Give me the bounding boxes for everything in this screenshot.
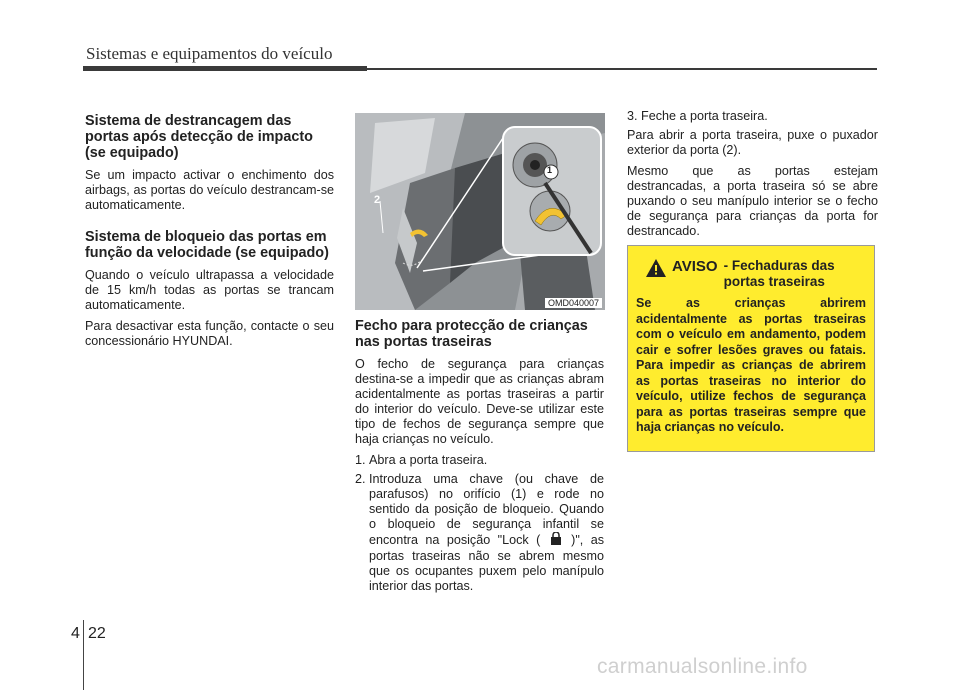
section-title-impact-unlock: Sistema de destrancagem das portas após detecção de impacto (se equipado)	[85, 113, 313, 161]
child-lock-figure	[355, 113, 605, 310]
step-1-text: Abra a porta traseira.	[369, 453, 488, 467]
callout-1-label: 1	[547, 165, 553, 175]
warning-body: Se as crianças abrirem acidentalmente as portas traseiras com o veículo em andamento, podem cair e sofrer lesões graves ou fatais. Para impedir as crianças de abrirem as portas traseiras no interior do veículo, utilize fechos de segurança para as portas traseiras sempre que haja crianças no veículo.	[636, 296, 866, 434]
chapter-number: 4	[71, 625, 80, 642]
section-body-speed-lock-2: Para desactivar esta função, contacte o seu concessionário HYUNDAI.	[85, 319, 334, 348]
page-number: 22	[88, 625, 106, 642]
car-door-illustration	[355, 113, 605, 310]
step-2	[355, 472, 604, 594]
header-rule-thick	[83, 66, 367, 71]
step-2-text	[369, 472, 604, 594]
paragraph-unlocked-note: Mesmo que as portas estejam destrancadas, a porta traseira só se abre puxando o seu manípulo interior se o fecho de segurança para crianças da porta for destrancado.	[627, 164, 878, 238]
warning-box	[627, 245, 875, 452]
page-header-title: Sistemas e equipamentos do veículo	[86, 44, 333, 63]
lock-icon	[550, 532, 562, 549]
step-1	[355, 453, 604, 468]
step-2-text-b: )", as portas traseiras não se abrem mesmo que os ocupantes puxem pelo manípulo interior das portas.	[369, 532, 604, 593]
warning-label: AVISO	[672, 258, 718, 275]
warning-header	[646, 258, 866, 290]
watermark: carmanualsonline.info	[597, 655, 808, 678]
step-1-number: 1.	[355, 453, 366, 467]
section-body-speed-lock-1: Quando o veículo ultrapassa a velocidade de 15 km/h todas as portas se trancam automaticamente.	[85, 268, 334, 312]
section-body-impact-unlock: Se um impacto activar o enchimento dos airbags, as portas do veículo destrancam-se automaticamente.	[85, 168, 334, 212]
footer-rule	[83, 620, 84, 690]
warning-title: - Fechaduras das portas traseiras	[723, 258, 835, 289]
callout-2-label: 2	[374, 194, 381, 206]
section-title-child-lock: Fecho para protecção de crianças nas portas traseiras	[355, 318, 588, 350]
column-right	[627, 109, 878, 245]
figure-code: OMD040007	[545, 298, 602, 308]
step-3-text: 3. Feche a porta traseira.	[627, 109, 768, 123]
paragraph-open-door: Para abrir a porta traseira, puxe o puxador exterior da porta (2).	[627, 128, 878, 157]
warning-triangle-icon	[646, 259, 666, 277]
column-left	[85, 113, 334, 355]
step-2-number: 2.	[355, 472, 366, 486]
section-body-child-lock: O fecho de segurança para crianças destina-se a impedir que as crianças abram acidentalmente as portas traseiras a partir do interior do veículo. Deve-se utilizar este tipo de fechos de segurança sempre que haja crianças no veículo.	[355, 357, 604, 446]
column-middle	[355, 318, 604, 598]
header-rule-thin	[367, 68, 877, 70]
step-2-text-a: Introduza uma chave (ou chave de parafusos) no orifício (1) e rode no sentido da posição de bloqueio. Quando o bloqueio de segurança infantil se encontra na posição "Lock (	[369, 472, 604, 547]
section-title-speed-lock: Sistema de bloqueio das portas em função da velocidade (se equipado)	[85, 229, 329, 261]
